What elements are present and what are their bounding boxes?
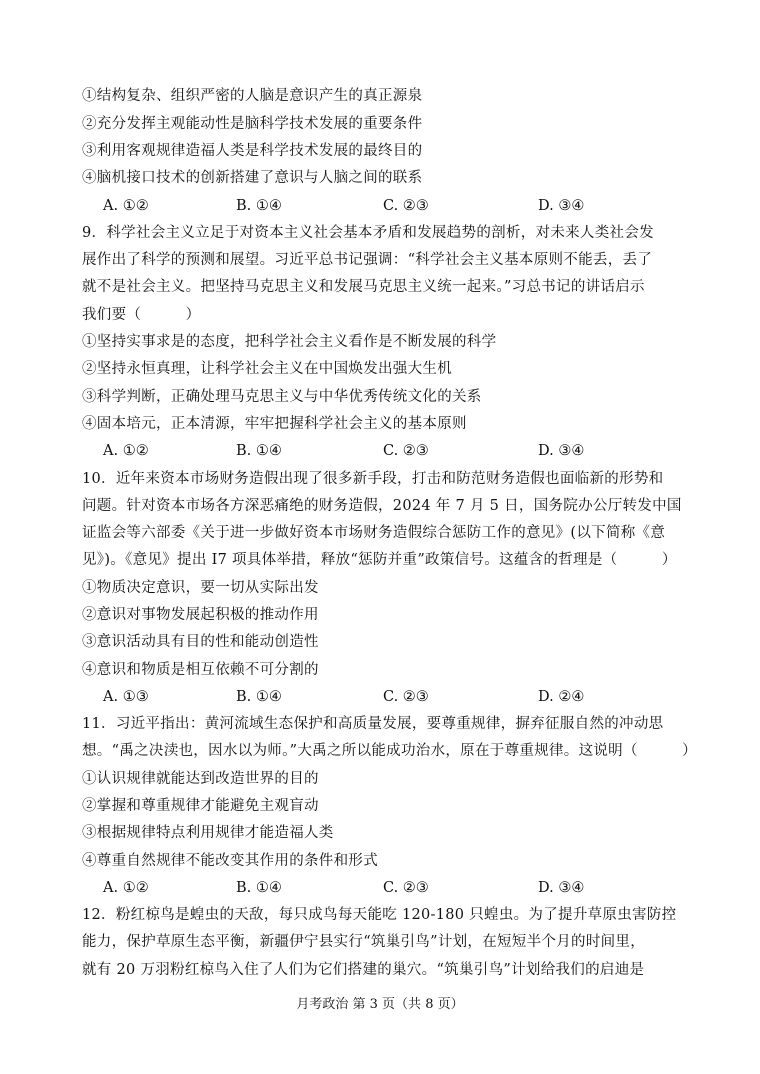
q11-stem-line-1: 11．习近平指出：黄河流域生态保护和高质量发展，要尊重规律，摒弃征服自然的冲动思 bbox=[82, 716, 664, 732]
q9-option-b: B. ①④ bbox=[236, 443, 282, 459]
q9-stem-line-2: 展作出了科学的预测和展望。习近平总书记强调：“科学社会主义基本原则不能丢，丢了 bbox=[82, 252, 653, 268]
q11-option-c: C. ②③ bbox=[383, 880, 429, 896]
q8-statement-1: ①结构复杂、组织严密的人脑是意识产生的真正源泉 bbox=[82, 88, 423, 104]
page-footer: 月考政治 第 3 页（共 8 页） bbox=[296, 997, 464, 1012]
q8-statement-4: ④脑机接口技术的创新搭建了意识与人脑之间的联系 bbox=[82, 170, 423, 186]
q10-option-c: C. ②③ bbox=[383, 689, 429, 705]
q12-stem-line-3: 就有 20 万羽粉红椋鸟入住了人们为它们搭建的巢穴。“筑巢引鸟”计划给我们的启迪是 bbox=[82, 962, 645, 978]
q10-option-d: D. ②④ bbox=[538, 689, 585, 705]
q9-stem-line-4: 我们要（ ） bbox=[82, 307, 201, 323]
q8-statement-2: ②充分发挥主观能动性是脑科学技术发展的重要条件 bbox=[82, 116, 423, 132]
q9-options bbox=[103, 441, 623, 461]
q9-statement-2: ②坚持永恒真理，让科学社会主义在中国焕发出强大生机 bbox=[82, 361, 452, 377]
q11-statement-3: ③根据规律特点利用规律才能造福人类 bbox=[82, 825, 334, 841]
q11-options bbox=[103, 878, 623, 898]
q11-statement-1: ①认识规律就能达到改造世界的目的 bbox=[82, 771, 319, 787]
q9-statement-1: ①坚持实事求是的态度，把科学社会主义看作是不断发展的科学 bbox=[82, 334, 497, 350]
q11-option-b: B. ①④ bbox=[236, 880, 282, 896]
q11-stem-line-2: 想。“禹之决渎也，因水以为师。”大禹之所以能成功治水，原在于尊重规律。这说明（ ） bbox=[82, 743, 697, 759]
q10-option-b: B. ①④ bbox=[236, 689, 282, 705]
q8-option-c: C. ②③ bbox=[383, 198, 429, 214]
q11-option-a: A. ①② bbox=[103, 880, 149, 896]
q8-options bbox=[103, 196, 623, 216]
q9-option-a: A. ①② bbox=[103, 443, 149, 459]
q11-option-d: D. ③④ bbox=[538, 880, 585, 896]
q10-options bbox=[103, 687, 623, 707]
q8-option-b: B. ①④ bbox=[236, 198, 282, 214]
q10-statement-2: ②意识对事物发展起积极的推动作用 bbox=[82, 607, 319, 623]
q11-statement-4: ④尊重自然规律不能改变其作用的条件和形式 bbox=[82, 853, 378, 869]
q10-option-a: A. ①③ bbox=[103, 689, 149, 705]
q10-statement-3: ③意识活动具有目的性和能动创造性 bbox=[82, 634, 319, 650]
q10-statement-1: ①物质决定意识，要一切从实际出发 bbox=[82, 580, 319, 596]
q10-stem-line-3: 证监会等六部委《关于进一步做好资本市场财务造假综合惩防工作的意见》(以下简称《意 bbox=[82, 525, 666, 541]
q9-stem-line-1: 9．科学社会主义立足于对资本主义社会基本矛盾和发展趋势的剖析，对未来人类社会发 bbox=[82, 225, 654, 241]
q10-stem-line-1: 10．近年来资本市场财务造假出现了很多新手段，打击和防范财务造假也面临新的形势和 bbox=[82, 471, 664, 487]
q9-statement-4: ④固本培元，正本清源，牢牢把握科学社会主义的基本原则 bbox=[82, 416, 467, 432]
q12-stem-line-2: 能力，保护草原生态平衡，新疆伊宁县实行“筑巢引鸟”计划，在短短半个月的时间里， bbox=[82, 934, 646, 950]
q10-stem-line-4: 见》)。《意见》提出 I7 项具体举措，释放“惩防并重”政策信号。这蕴含的哲理是（ ） bbox=[82, 552, 677, 568]
q9-option-c: C. ②③ bbox=[383, 443, 429, 459]
q10-stem-line-2: 问题。针对资本市场各方深恶痛绝的财务造假，2024 年 7 月 5 日，国务院办公厅转发中国 bbox=[82, 498, 682, 514]
q8-option-a: A. ①② bbox=[103, 198, 149, 214]
q9-option-d: D. ③④ bbox=[538, 443, 585, 459]
q9-stem-line-3: 就不是社会主义。把坚持马克思主义和发展马克思主义统一起来。”习总书记的讲话启示 bbox=[82, 279, 645, 295]
q9-statement-3: ③科学判断，正确处理马克思主义与中华优秀传统文化的关系 bbox=[82, 389, 482, 405]
q8-option-d: D. ③④ bbox=[538, 198, 585, 214]
q11-statement-2: ②掌握和尊重规律才能避免主观盲动 bbox=[82, 798, 319, 814]
q10-statement-4: ④意识和物质是相互依赖不可分割的 bbox=[82, 662, 319, 678]
q8-statement-3: ③利用客观规律造福人类是科学技术发展的最终目的 bbox=[82, 143, 423, 159]
q12-stem-line-1: 12．粉红椋鸟是蝗虫的天敌，每只成鸟每天能吃 120-180 只蝗虫。为了提升草原虫害防控 bbox=[82, 907, 677, 923]
